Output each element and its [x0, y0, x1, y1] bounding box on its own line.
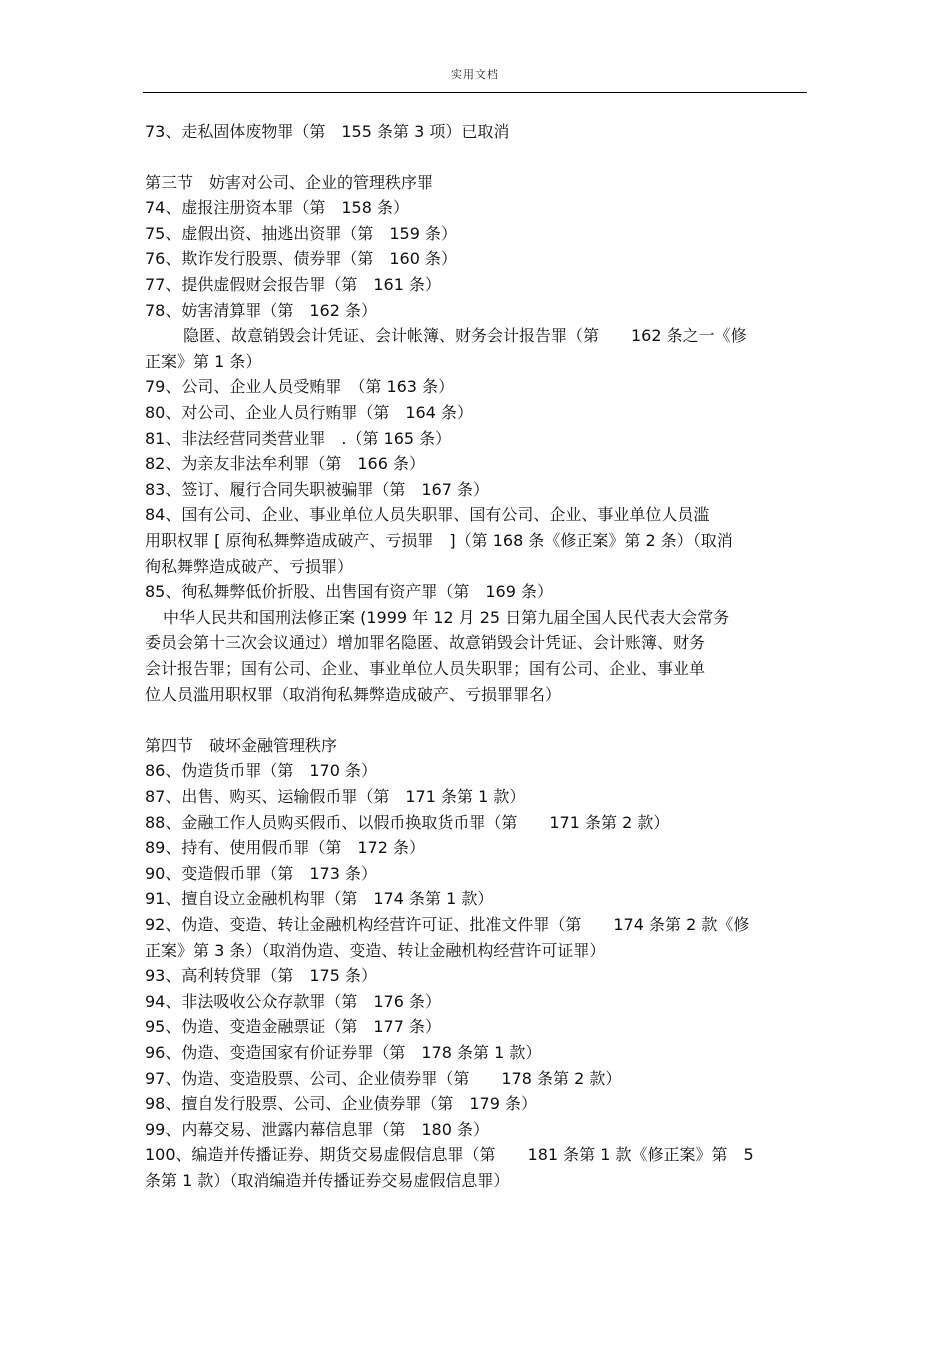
- section-heading: 第三节 妨害对公司、企业的管理秩序罪: [145, 173, 434, 192]
- text-line: 75、虚假出资、抽逃出资罪（第 159 条）: [145, 224, 457, 243]
- section-heading: 第四节 破坏金融管理秩序: [145, 736, 338, 755]
- text-line: 正案》第 1 条）: [145, 352, 262, 371]
- text-line: 徇私舞弊造成破产、亏损罪）: [145, 557, 354, 576]
- page-header-title: 实用文档: [451, 68, 499, 81]
- text-line: 82、为亲友非法牟利罪（第 166 条）: [145, 454, 425, 473]
- text-line: 94、非法吸收公众存款罪（第 176 条）: [145, 992, 441, 1011]
- text-line: 83、签订、履行合同失职被骗罪（第 167 条）: [145, 480, 489, 499]
- text-line: 会计报告罪；国有公司、企业、事业单位人员失职罪；国有公司、企业、事业单: [145, 659, 706, 678]
- text-line: 77、提供虚假财会报告罪（第 161 条）: [145, 275, 441, 294]
- text-line: 81、非法经营同类营业罪 .（第 165 条）: [145, 429, 452, 448]
- text-line: 89、持有、使用假币罪（第 172 条）: [145, 838, 425, 857]
- text-line: 98、擅自发行股票、公司、企业债券罪（第 179 条）: [145, 1094, 537, 1113]
- text-line: 93、高利转贷罪（第 175 条）: [145, 966, 377, 985]
- text-line: 95、伪造、变造金融票证（第 177 条）: [145, 1017, 441, 1036]
- text-line: 86、伪造货币罪（第 170 条）: [145, 761, 377, 780]
- text-line: 92、伪造、变造、转让金融机构经营许可证、批准文件罪（第 174 条第 2 款《修: [145, 915, 750, 934]
- text-line: 80、对公司、企业人员行贿罪（第 164 条）: [145, 403, 473, 422]
- text-line: 96、伪造、变造国家有价证券罪（第 178 条第 1 款）: [145, 1043, 542, 1062]
- text-line: 位人员滥用职权罪（取消徇私舞弊造成破产、亏损罪罪名）: [145, 685, 562, 704]
- text-line: 78、妨害清算罪（第 162 条）: [145, 301, 377, 320]
- text-line: 用职权罪 [ 原徇私舞弊造成破产、亏损罪 ]（第 168 条《修正案》第 2 条）（取消: [145, 531, 733, 550]
- text-line: 委员会第十三次会议通过）增加罪名隐匿、故意销毁会计凭证、会计账簿、财务: [145, 633, 706, 652]
- text-line: 84、国有公司、企业、事业单位人员失职罪、国有公司、企业、事业单位人员滥: [145, 505, 710, 524]
- text-line: 条第 1 款）（取消编造并传播证券交易虚假信息罪）: [145, 1171, 510, 1190]
- text-line: 99、内幕交易、泄露内幕信息罪（第 180 条）: [145, 1120, 489, 1139]
- text-line: 隐匿、故意销毁会计凭证、会计帐簿、财务会计报告罪（第 162 条之一《修: [183, 326, 747, 345]
- text-line: 91、擅自设立金融机构罪（第 174 条第 1 款）: [145, 889, 494, 908]
- header-divider: [143, 92, 807, 93]
- text-line: 97、伪造、变造股票、公司、企业债券罪（第 178 条第 2 款）: [145, 1069, 622, 1088]
- text-line: 74、虚报注册资本罪（第 158 条）: [145, 198, 409, 217]
- text-line: 100、编造并传播证券、期货交易虚假信息罪（第 181 条第 1 款《修正案》第 5: [145, 1145, 754, 1164]
- text-line: 87、出售、购买、运输假币罪（第 171 条第 1 款）: [145, 787, 526, 806]
- text-line: 中华人民共和国刑法修正案 (1999 年 12 月 25 日第九届全国人民代表大会常务: [163, 608, 730, 627]
- text-line: 88、金融工作人员购买假币、以假币换取货币罪（第 171 条第 2 款）: [145, 813, 670, 832]
- text-line: 76、欺诈发行股票、债券罪（第 160 条）: [145, 249, 457, 268]
- text-line: 79、公司、企业人员受贿罪 （第 163 条）: [145, 377, 455, 396]
- text-line: 85、徇私舞弊低价折股、出售国有资产罪（第 169 条）: [145, 582, 553, 601]
- text-line: 正案》第 3 条）（取消伪造、变造、转让金融机构经营许可证罪）: [145, 941, 606, 960]
- text-line: 90、变造假币罪（第 173 条）: [145, 864, 377, 883]
- text-line: 73、走私固体废物罪（第 155 条第 3 项）已取消: [145, 122, 510, 141]
